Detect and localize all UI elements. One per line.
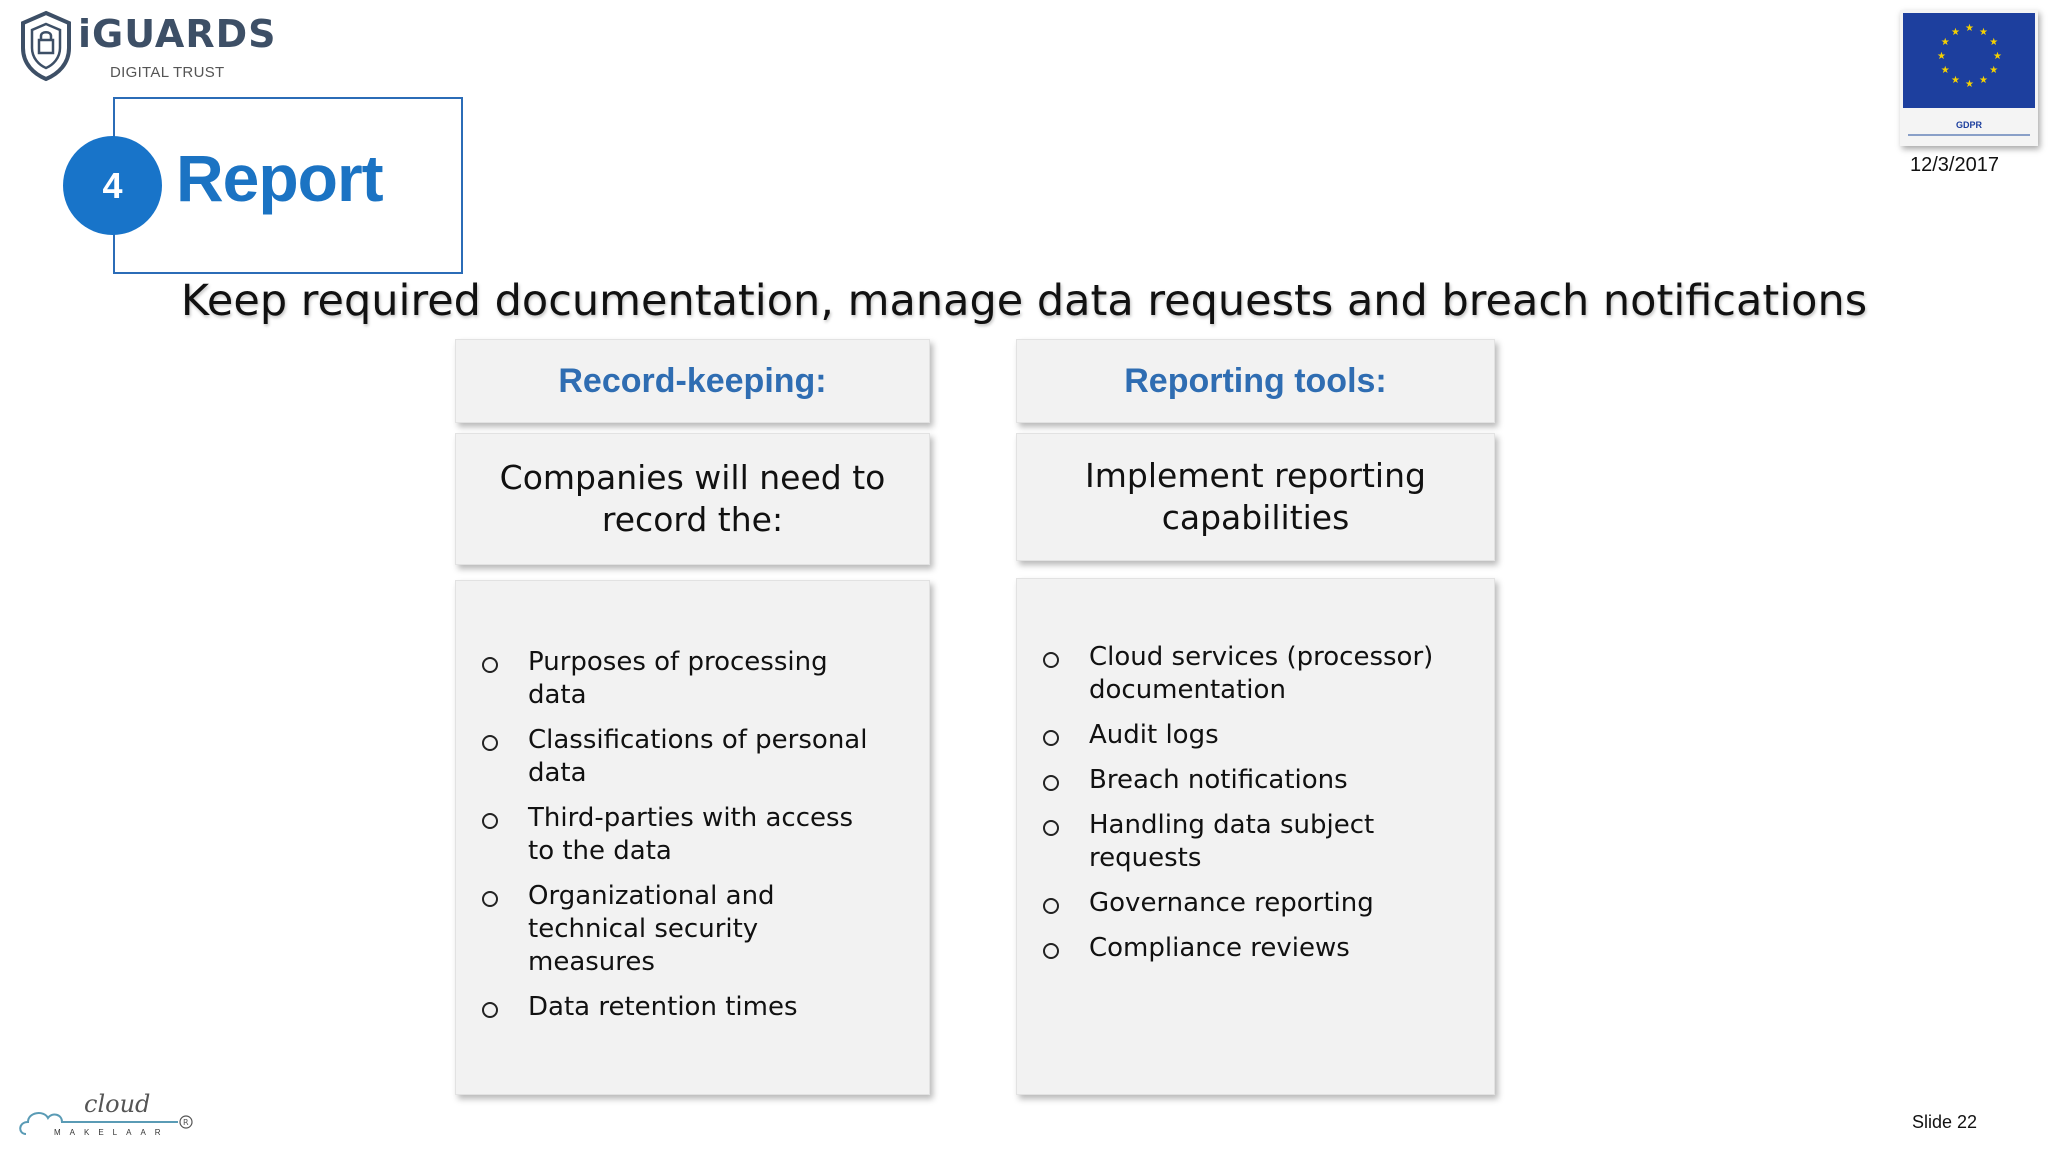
- star-icon: ★: [1951, 75, 1960, 87]
- gdpr-fine-print: [1908, 134, 2030, 136]
- star-icon: ★: [1937, 51, 1946, 62]
- gdpr-label: GDPR: [1955, 120, 1982, 130]
- record-keeping-heading: Record-keeping:: [455, 339, 930, 423]
- record-keeping-list-panel: [455, 580, 930, 1095]
- slide-date: 12/3/2017: [1910, 154, 1999, 176]
- eu-stars-icon: [1903, 13, 2035, 108]
- circle-bullet-icon: [1043, 943, 1059, 959]
- list-item-text: Purposes of processing data: [528, 647, 828, 710]
- slide-subtitle: Keep required documentation, manage data requests and breach notifications: [180, 276, 1868, 326]
- cloud-logo-word: cloud: [84, 1090, 151, 1118]
- circle-bullet-icon: [482, 1002, 498, 1018]
- circle-bullet-icon: [1043, 898, 1059, 914]
- reporting-tools-list: [1017, 641, 1437, 965]
- list-item-text: Governance reporting: [1089, 888, 1374, 918]
- list-item: [1017, 641, 1437, 707]
- circle-bullet-icon: [1043, 652, 1059, 668]
- star-icon: ★: [1965, 23, 1974, 34]
- list-item-text: Organizational and technical security measures: [528, 881, 775, 977]
- list-item-text: Compliance reviews: [1089, 933, 1350, 963]
- list-item: [1017, 887, 1437, 920]
- star-icon: ★: [1989, 65, 1999, 76]
- step-number-badge: 4: [63, 136, 162, 235]
- list-item: [1017, 809, 1437, 875]
- star-icon: ★: [1940, 65, 1950, 76]
- list-item: [456, 880, 876, 979]
- iguards-logo: [20, 10, 280, 88]
- logo-tagline: DIGITAL TRUST: [110, 64, 225, 81]
- list-item: [456, 991, 876, 1024]
- list-item-text: Handling data subject requests: [1089, 810, 1375, 873]
- record-keeping-list: [456, 646, 876, 1024]
- star-icon: ★: [1993, 51, 2002, 62]
- svg-text:R: R: [183, 1118, 189, 1127]
- list-item-text: Third-parties with access to the data: [528, 803, 854, 866]
- circle-bullet-icon: [482, 657, 498, 673]
- circle-bullet-icon: [482, 735, 498, 751]
- list-item: [456, 724, 876, 790]
- reporting-tools-list-panel: [1016, 578, 1495, 1095]
- star-icon: ★: [1940, 37, 1950, 48]
- list-item: [456, 802, 876, 868]
- circle-bullet-icon: [1043, 775, 1059, 791]
- shield-icon: [20, 10, 72, 82]
- list-item: [456, 646, 876, 712]
- star-icon: ★: [1979, 75, 1988, 87]
- star-icon: ★: [1979, 26, 1988, 38]
- circle-bullet-icon: [482, 813, 498, 829]
- list-item-text: Audit logs: [1089, 720, 1219, 750]
- cloud-logo-subtext: MAKELAAR: [54, 1128, 170, 1137]
- slide-title: Report: [176, 141, 383, 215]
- record-keeping-intro: [455, 433, 930, 565]
- list-item: [1017, 719, 1437, 752]
- star-icon: ★: [1989, 37, 1999, 48]
- star-icon: ★: [1965, 79, 1974, 90]
- list-item-text: Breach notifications: [1089, 765, 1348, 795]
- logo-name: iGUARDS: [78, 12, 277, 56]
- list-item: [1017, 764, 1437, 797]
- reporting-tools-intro-text: Implement reporting capabilities: [1085, 456, 1426, 537]
- circle-bullet-icon: [1043, 730, 1059, 746]
- gdpr-flag-image: [1900, 10, 2038, 146]
- list-item-text: Cloud services (processor) documentation: [1089, 642, 1434, 705]
- reporting-tools-intro: [1016, 433, 1495, 561]
- cloud-makelaar-logo: [18, 1090, 198, 1146]
- list-item-text: Classifications of personal data: [528, 725, 868, 788]
- list-item: [1017, 932, 1437, 965]
- eu-flag: [1903, 13, 2035, 108]
- record-keeping-intro-text: Companies will need to record the:: [499, 458, 886, 539]
- circle-bullet-icon: [1043, 820, 1059, 836]
- star-icon: ★: [1951, 26, 1960, 38]
- circle-bullet-icon: [482, 891, 498, 907]
- slide-number: Slide 22: [1912, 1112, 1978, 1132]
- reporting-tools-heading: Reporting tools:: [1016, 339, 1495, 423]
- list-item-text: Data retention times: [528, 992, 798, 1022]
